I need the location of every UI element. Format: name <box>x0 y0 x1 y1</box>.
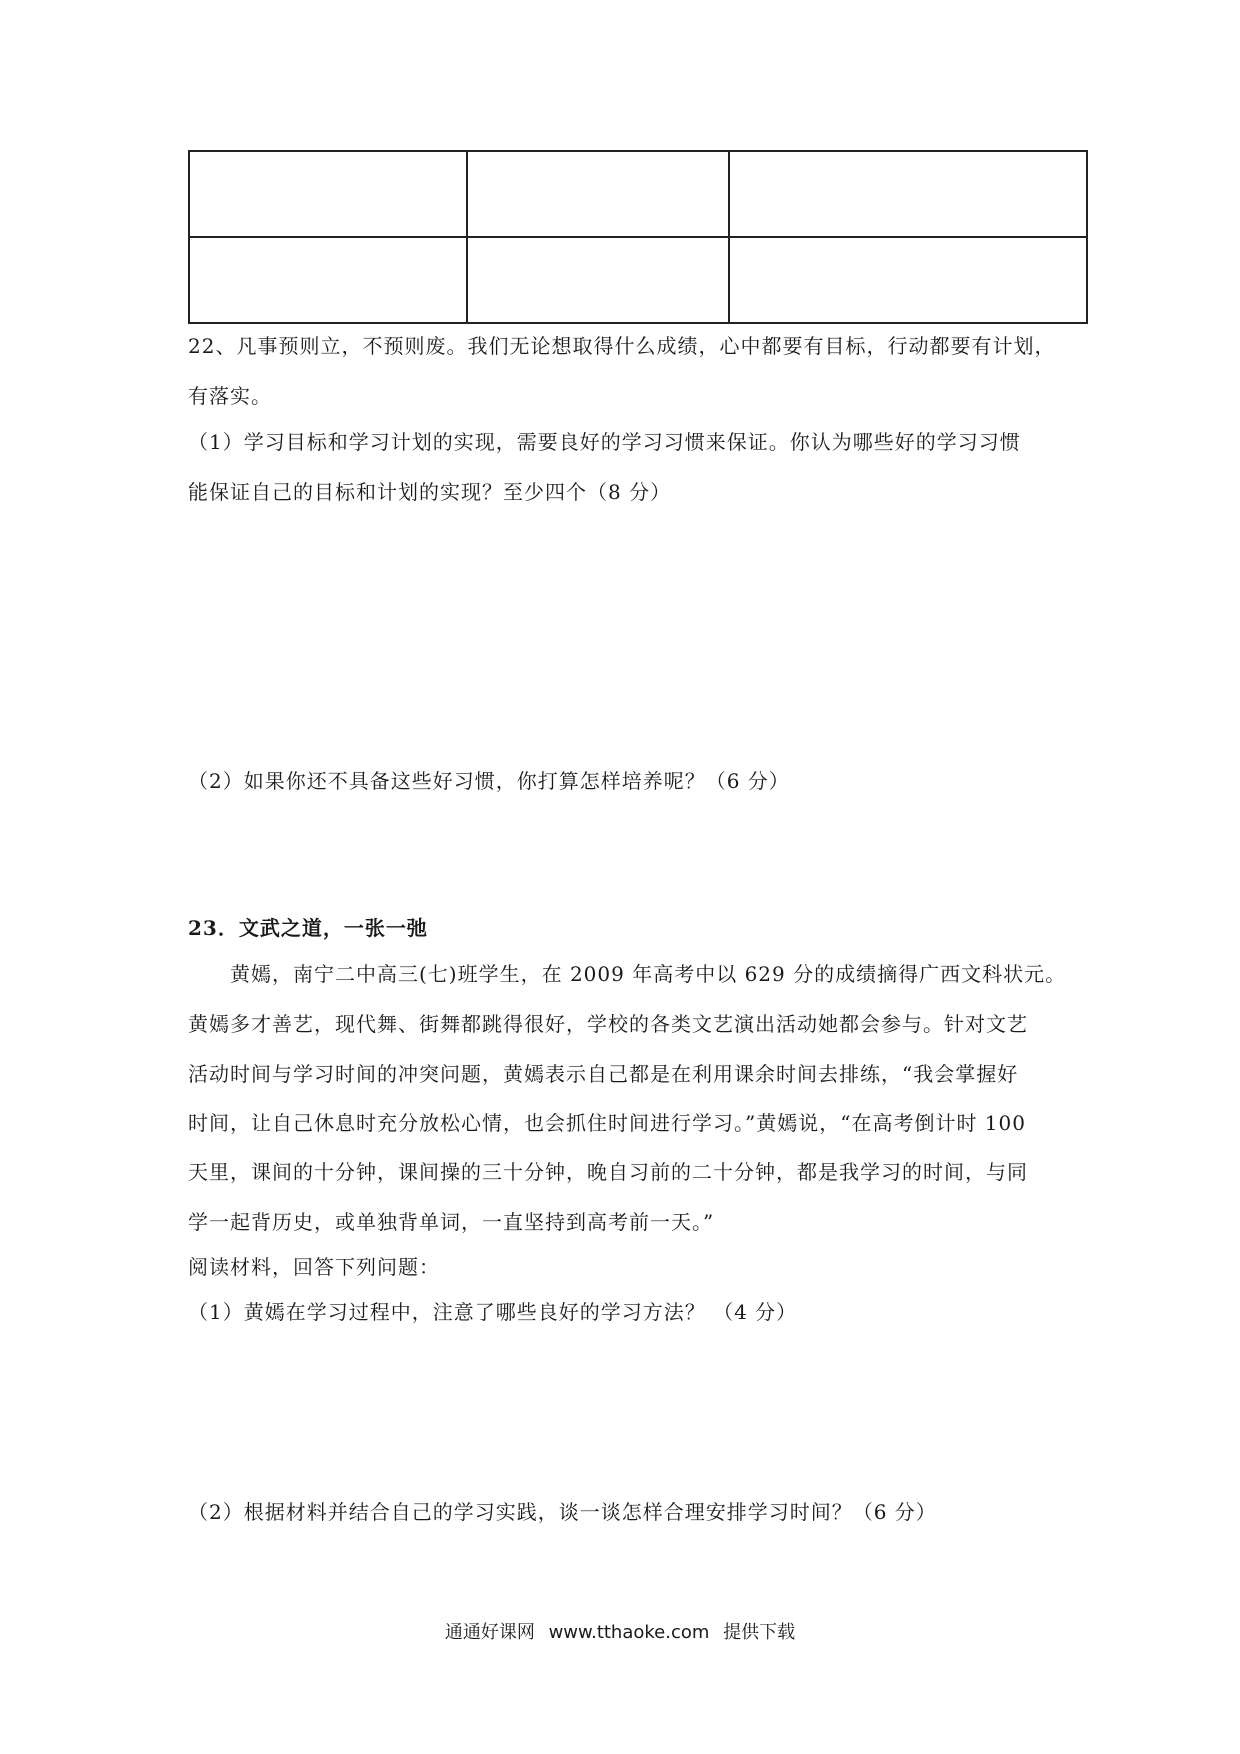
q22-intro-line-1: 22、凡事预则立，不预则废。我们无论想取得什么成绩，心中都要有目标，行动都要有计划， <box>188 334 1056 358</box>
q23-part1: （1）黄嫣在学习过程中，注意了哪些良好的学习方法？ （4 分） <box>188 1300 798 1324</box>
table-cell <box>467 237 729 323</box>
q23-paragraph-line: 时间，让自己休息时充分放松心情，也会抓住时间进行学习。”黄嫣说，“在高考倒计时 100 <box>188 1111 1026 1135</box>
q23-title: 23．文武之道，一张一弛 <box>188 916 428 940</box>
table-cell <box>729 237 1087 323</box>
q23-paragraph-line: 黄嫣多才善艺，现代舞、街舞都跳得很好，学校的各类文艺演出活动她都会参与。针对文艺 <box>188 1012 1028 1036</box>
q22-part1-line-2: 能保证自己的目标和计划的实现？至少四个（8 分） <box>188 480 672 504</box>
q22-part2: （2）如果你还不具备这些好习惯，你打算怎样培养呢？（6 分） <box>188 769 790 793</box>
q23-part2: （2）根据材料并结合自己的学习实践，谈一谈怎样合理安排学习时间？（6 分） <box>188 1500 937 1524</box>
table-cell <box>189 151 467 237</box>
q22-part1-line-1: （1）学习目标和学习计划的实现，需要良好的学习习惯来保证。你认为哪些好的学习习惯 <box>188 430 1021 454</box>
q23-paragraph-line: 天里，课间的十分钟，课间操的三十分钟，晚自习前的二十分钟，都是我学习的时间，与同 <box>188 1160 1028 1184</box>
q23-paragraph-line: 黄嫣，南宁二中高三(七)班学生，在 2009 年高考中以 629 分的成绩摘得广西文科状元。 <box>230 962 1067 986</box>
footer-site-name: 通通好课网 <box>444 1622 535 1643</box>
table-cell <box>189 237 467 323</box>
footer-url[interactable]: www.tthaoke.com <box>548 1622 710 1643</box>
q23-instruction: 阅读材料，回答下列问题： <box>188 1255 440 1279</box>
table-row <box>189 237 1087 323</box>
q23-paragraph-line: 活动时间与学习时间的冲突问题，黄嫣表示自己都是在利用课余时间去排练，“我会掌握好 <box>188 1062 1019 1086</box>
q23-paragraph-line: 学一起背历史，或单独背单词，一直坚持到高考前一天。” <box>188 1210 715 1234</box>
q22-intro-line-2: 有落实。 <box>188 384 272 408</box>
answer-table <box>188 150 1088 324</box>
table-cell <box>729 151 1087 237</box>
table-cell <box>467 151 729 237</box>
page-footer <box>0 1618 1240 1644</box>
footer-suffix: 提供下载 <box>723 1622 796 1643</box>
table-row <box>189 151 1087 237</box>
